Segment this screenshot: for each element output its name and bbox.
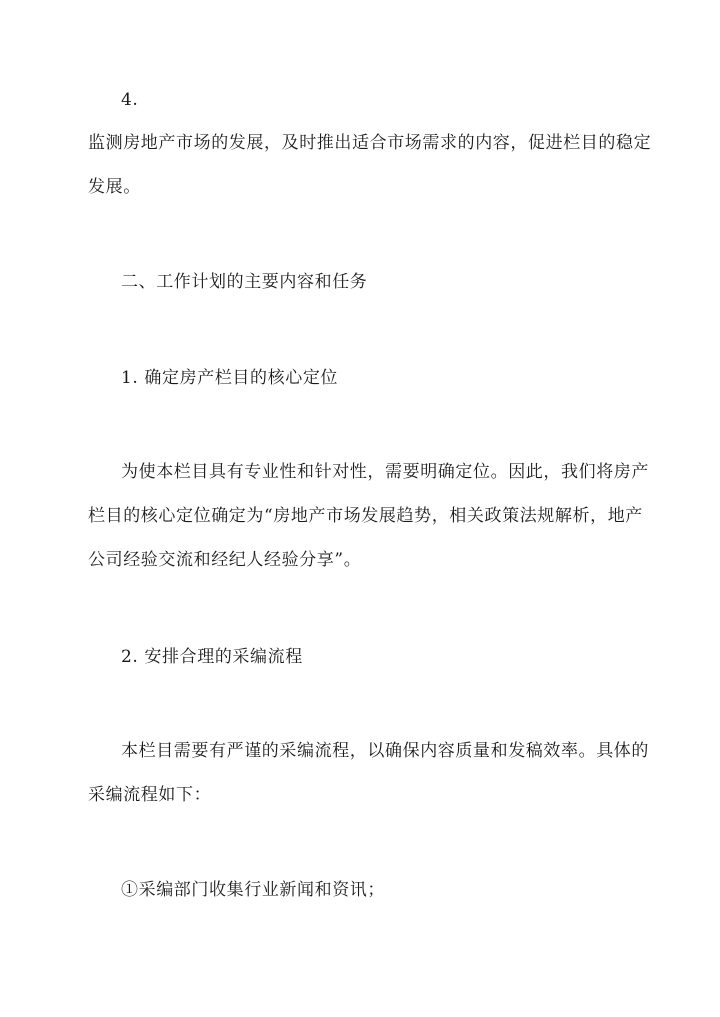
list-number-4: 4. [121, 90, 139, 110]
body-text-line: 公司经验交流和经纪人经验分享”。 [88, 550, 362, 570]
section-heading: 二、工作计划的主要内容和任务 [121, 272, 368, 292]
body-text-line: 发展。 [88, 177, 141, 197]
body-text-line: 监测房地产市场的发展，及时推出适合市场需求的内容，促进栏目的稳定 [88, 133, 652, 153]
list-item: ①采编部门收集行业新闻和资讯； [121, 880, 385, 900]
subsection-heading: 2. 安排合理的采编流程 [121, 647, 303, 667]
body-text-line: 为使本栏目具有专业性和针对性，需要明确定位。因此，我们将房产 [121, 462, 649, 482]
body-text-line: 栏目的核心定位确定为“房地产市场发展趋势，相关政策法规解析，地产 [88, 506, 643, 526]
subsection-heading: 1. 确定房产栏目的核心定位 [121, 368, 339, 388]
body-text-line: 采编流程如下： [88, 785, 212, 805]
body-text-line: 本栏目需要有严谨的采编流程，以确保内容质量和发稿效率。具体的 [121, 741, 649, 761]
